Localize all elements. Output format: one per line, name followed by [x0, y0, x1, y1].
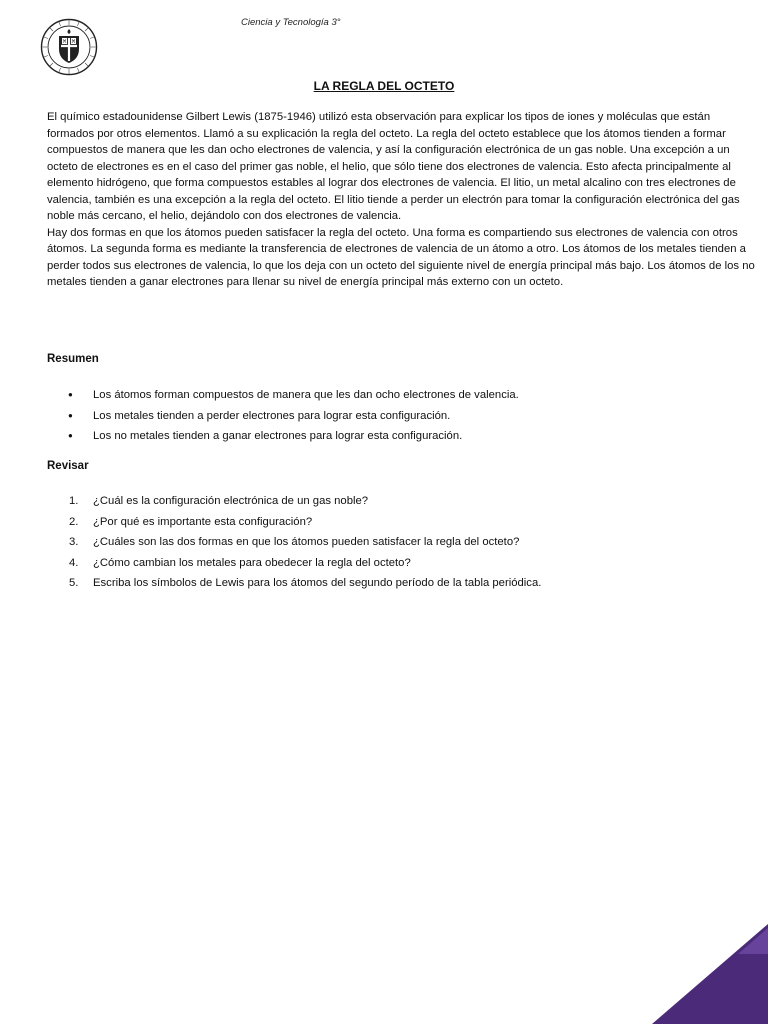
list-item — [47, 533, 747, 554]
body-text — [47, 109, 759, 291]
item-text: ¿Cuáles son las dos formas en que los átomos pueden satisfacer la regla del octeto? — [93, 536, 520, 548]
list-item — [47, 492, 747, 513]
list-item: ● Los átomos forman compuestos de manera que les dan ocho electrones de valencia. — [47, 386, 747, 407]
review-list — [47, 492, 747, 595]
item-text: Escriba los símbolos de Lewis para los átomos del segundo período de la tabla periódica. — [93, 577, 542, 589]
list-item — [47, 574, 747, 595]
summary-list — [47, 386, 747, 448]
review-heading: Revisar — [47, 460, 89, 472]
item-text: ¿Cuál es la configuración electrónica de un gas noble? — [93, 495, 369, 507]
item-number: 3. — [69, 536, 79, 548]
list-item: ● Los metales tienden a perder electrones para lograr esta configuración. — [47, 407, 747, 428]
item-text: ¿Cómo cambian los metales para obedecer la regla del octeto? — [93, 556, 411, 569]
item-number: 2. — [69, 515, 79, 528]
list-item — [47, 513, 747, 534]
corner-triangle — [652, 924, 768, 1024]
paragraph: Hay dos formas en que los átomos pueden satisfacer la regla del octeto. Una forma es compartiendo sus electrones de valencia con otros átomos. La segunda forma es mediante la transferencia de electrones de valencia de un átomo a otro. Los átomos de los metales tienden a perder todos sus electrones de valencia, lo que los deja con un octeto del siguiente nivel de energía principal más bajo. Los átomos de los no metales tienden a ganar electrones para llenar su nivel de energía principal más externo con un octeto. — [47, 226, 755, 288]
item-text: ¿Por qué es importante esta configuración? — [93, 515, 313, 528]
page-title: LA REGLA DEL OCTETO — [313, 79, 455, 93]
item-number: 5. — [69, 577, 79, 589]
corner-decoration — [652, 924, 768, 1024]
list-item — [47, 554, 747, 575]
item-number: 1. — [69, 495, 79, 507]
summary-heading: Resumen — [47, 353, 99, 365]
item-number: 4. — [69, 556, 79, 569]
paragraph: El químico estadounidense Gilbert Lewis (1875-1946) utilizó esta observación para explicar los tipos de iones y moléculas que están formados por otros elementos. Llamó a su explicación la regla del octeto. La regla del octeto establece que los átomos tienden a formar compuestos de manera que les dan ocho electrones de valencia, y así la configuración electrónica de un gas noble. Una excepción a un octeto de electrones es en el caso del primer gas noble, el helio, que sólo tiene dos electrones de valencia. Esto afecta principalmente al elemento hidrógeno, que forma compuestos estables al lograr dos electrones de valencia. El litio, un metal alcalino con tres electrones de valencia, también es una excepción a la regla del octeto. El litio tiende a perder un electrón para tomar la configuración electrónica del gas noble más cercano, el helio, dejándolo con dos electrones de valencia. — [47, 111, 740, 222]
header-subject-text: Ciencia y Tecnología 3° — [241, 17, 341, 28]
school-crest-logo — [40, 18, 98, 76]
list-item: ● Los no metales tienden a ganar electrones para lograr esta configuración. — [47, 427, 747, 448]
